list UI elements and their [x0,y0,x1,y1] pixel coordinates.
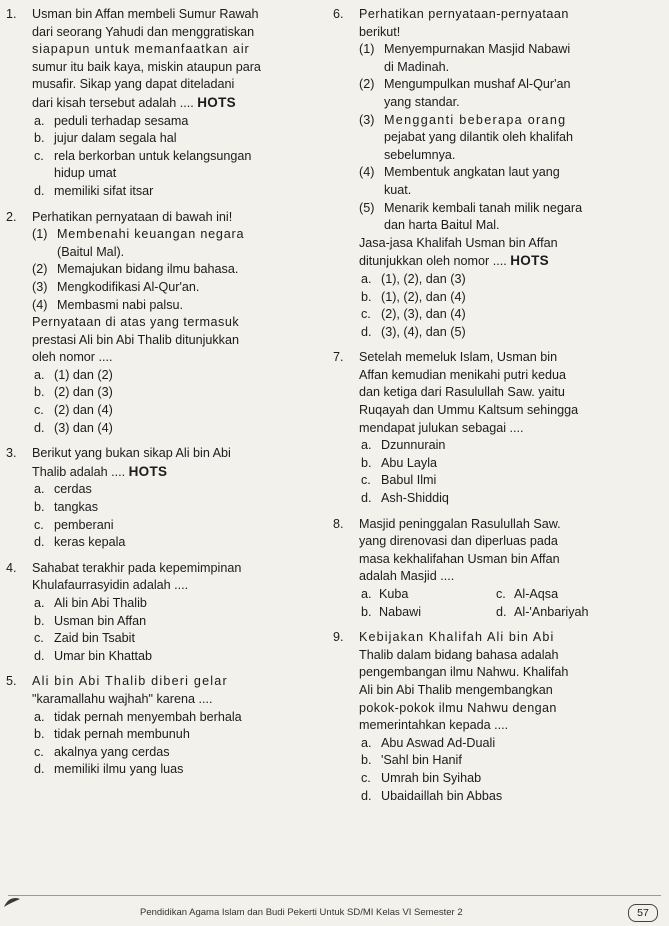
option-b[interactable] [359,752,663,770]
question-stem-line: Khulafaurrasyidin adalah .... [32,578,189,593]
option-b[interactable] [32,613,324,631]
question-stem-line: masa kekhalifahan Usman bin Affan [359,551,560,566]
option-letter: d. [34,648,45,663]
option-letter: a. [361,587,372,601]
option-c[interactable] [32,148,324,183]
option-row [359,586,663,604]
question-stem-line: berikut! [359,24,401,39]
option-letter: c. [361,307,371,322]
question-stem-line: Sahabat terakhir pada kepemimpinan [32,560,242,575]
statement-text: yang standar. [384,94,460,109]
question-number: 8. [333,516,344,531]
option-text: Usman bin Affan [54,613,147,628]
option-letter: a. [34,482,45,497]
question-stem-line: Pernyataan di atas yang termasuk [32,315,240,330]
left-column [6,6,324,779]
option-c[interactable] [32,744,324,762]
leaf-decoration-icon [2,895,22,909]
option-letter: b. [34,131,45,146]
question-stem-line: dari seorang Yahudi dan menggratiskan [32,24,255,39]
statement-text: kuat. [384,182,412,197]
option-b[interactable] [32,499,324,517]
option-letter: a. [361,271,372,286]
statement-4 [32,297,324,315]
option-text: akalnya yang cerdas [54,744,170,759]
option-a[interactable] [32,481,324,499]
statement-number: (2) [359,77,375,92]
option-letter: c. [361,770,371,785]
question-stem-line: oleh nomor .... [32,350,113,365]
option-letter: b. [361,289,372,304]
hots-badge: HOTS [510,253,549,269]
option-b[interactable] [32,130,324,148]
option-text: memiliki ilmu yang luas [54,762,184,777]
question-stem-line: Thalib dalam bidang bahasa adalah [359,647,559,662]
option-c[interactable] [359,770,663,788]
question-number: 4. [6,560,17,575]
option-text: memiliki sifat itsar [54,183,154,198]
question-stem-line: Jasa-jasa Khalifah Usman bin Affan [359,235,558,250]
footer-divider [8,895,661,896]
question-number: 1. [6,7,17,21]
question-stem-line: Setelah memeluk Islam, Usman bin [359,350,558,365]
option-c[interactable] [359,306,663,324]
statement-5 [359,200,663,235]
option-text: Ali bin Abi Thalib [54,596,147,610]
question-stem-line: mendapat julukan sebagai .... [359,420,524,435]
option-letter: c. [34,148,44,163]
question-8 [333,516,663,622]
option-b[interactable] [32,384,324,402]
question-number: 3. [6,446,17,461]
option-letter: a. [34,709,45,724]
statement-number: (4) [32,297,48,312]
question-number: 7. [333,350,344,365]
question-stem-line: Affan kemudian menikahi putri kedua [359,367,566,382]
question-stem-line: yang direnovasi dan diperluas pada [359,534,558,549]
option-text: Dzunnurain [381,438,446,453]
option-letter: c. [34,744,44,759]
option-a[interactable] [32,367,324,385]
statement-4 [359,164,663,199]
option-letter: c. [361,473,371,488]
option-text: (2) dan (4) [54,403,113,418]
option-text: (3), (4), dan (5) [381,324,466,339]
option-text: keras kepala [54,535,126,550]
option-letter: b. [34,613,45,628]
option-letter: d. [34,762,45,777]
footer-book-title: Pendidikan Agama Islam dan Budi Pekerti Untuk SD/MI Kelas VI Semester 2 [140,907,463,918]
question-stem-line: Masjid peninggalan Rasulullah Saw. [359,516,561,531]
option-b[interactable] [359,455,663,473]
option-text: (1), (2), dan (4) [381,289,466,304]
statement-text: Mengkodifikasi Al-Qur'an. [57,279,200,294]
option-d[interactable] [359,788,663,806]
statement-text: pejabat yang dilantik oleh khalifah [384,130,574,145]
option-letter: d. [361,788,372,803]
page-number: 57 [628,904,658,922]
statement-number: (5) [359,200,375,215]
question-stem-line: Kebijakan Khalifah Ali bin Abi [359,630,555,645]
statement-text: Memajukan bidang ilmu bahasa. [57,262,239,277]
question-stem-line: adalah Masjid .... [359,569,455,584]
option-text: Kuba [379,587,409,601]
statement-1 [359,41,663,76]
option-text: hidup umat [54,166,117,181]
statement-text: Mengganti beberapa orang [384,112,567,127]
option-d[interactable] [32,648,324,666]
option-letter: a. [361,735,372,750]
question-stem-line: prestasi Ali bin Abi Thalib ditunjukkan [32,332,239,347]
option-text: Zaid bin Tsabit [54,631,135,646]
option-letter: a. [34,596,45,610]
statement-text: Menarik kembali tanah milik negara [384,200,583,215]
option-text: tangkas [54,500,99,515]
question-stem-line: pokok-pokok ilmu Nahwu dengan [359,700,557,715]
option-letter: b. [361,604,372,619]
question-stem-line: Ali bin Abi Thalib mengembangkan [359,682,553,697]
option-b[interactable] [32,726,324,744]
option-c[interactable] [359,472,663,490]
statement-number: (4) [359,165,375,180]
question-7 [333,349,663,507]
question-4 [6,560,324,666]
question-number: 9. [333,630,344,645]
option-c[interactable] [32,402,324,420]
statement-number: (1) [359,42,375,57]
question-stem-line: dari kisah tersebut adalah .... [32,95,194,110]
option-a[interactable] [32,113,324,131]
option-text: Nabawi [379,604,421,619]
statement-2 [32,261,324,279]
question-number: 5. [6,674,17,689]
option-text: rela berkorban untuk kelangsungan [54,148,252,163]
statement-3 [32,279,324,297]
option-letter: d. [34,535,45,550]
hots-badge: HOTS [128,463,168,479]
question-stem-line: Ali bin Abi Thalib diberi gelar [32,674,228,689]
statement-text: Menyempurnakan Masjid Nabawi [384,42,571,57]
statement-text: Membenahi keuangan negara [57,227,245,242]
question-number: 2. [6,209,17,224]
option-letter: d. [34,420,45,435]
question-stem-line: pengembangan ilmu Nahwu. Khalifah [359,665,569,680]
question-2 [6,209,324,438]
option-d[interactable] [359,490,663,508]
option-text: Abu Aswad Ad-Duali [381,735,496,750]
option-d[interactable] [32,534,324,552]
statement-text: dan harta Baitul Mal. [384,218,500,233]
option-a[interactable] [32,709,324,727]
question-stem-line: memerintahkan kepada .... [359,718,509,733]
option-row [359,604,663,622]
statement-text: Mengumpulkan mushaf Al-Qur'an [384,77,571,92]
option-text: Al-'Anbariyah [514,604,589,619]
option-letter: d. [34,183,45,198]
option-letter: c. [496,587,506,601]
question-1 [6,6,324,201]
statement-1 [32,226,324,261]
page-footer [0,893,669,926]
option-d[interactable] [359,324,663,342]
question-stem-line: siapapun untuk memanfaatkan air [32,42,250,57]
option-text: pemberani [54,517,114,532]
option-text: peduli terhadap sesama [54,113,189,128]
option-letter: a. [361,438,372,453]
option-letter: b. [34,727,45,742]
option-text: (2), (3), dan (4) [381,307,466,322]
option-c[interactable] [32,517,324,535]
option-text: Abu Layla [381,455,438,470]
option-text: (3) dan (4) [54,420,113,435]
option-letter: c. [34,403,44,418]
option-c[interactable] [32,630,324,648]
question-3 [6,445,324,552]
hots-badge: HOTS [197,94,236,110]
option-letter: a. [34,367,45,382]
option-text: jujur dalam segala hal [54,131,177,146]
option-text: 'Sahl bin Hanif [381,753,462,768]
option-a[interactable] [32,595,324,613]
question-stem-line: ditunjukkan oleh nomor .... [359,254,507,269]
option-letter: d. [496,604,507,619]
statement-3 [359,112,663,165]
option-c[interactable] [494,586,629,604]
option-letter: c. [34,517,44,532]
question-number: 6. [333,7,344,21]
option-d[interactable] [32,761,324,779]
question-stem-line: dan ketiga dari Rasulullah Saw. yaitu [359,385,565,400]
option-text: Umrah bin Syihab [381,770,482,785]
question-stem-line: musafir. Sikap yang dapat diteladani [32,77,235,92]
option-text: tidak pernah menyembah berhala [54,709,242,724]
option-letter: d. [361,324,372,339]
question-stem-line: Perhatikan pernyataan-pernyataan [359,7,569,21]
option-letter: a. [34,113,45,128]
option-letter: c. [34,631,44,646]
option-b[interactable] [359,289,663,307]
option-letter: d. [361,491,372,506]
option-text: Babul Ilmi [381,473,437,488]
statement-2 [359,76,663,111]
option-text: Ubaidaillah bin Abbas [381,788,503,803]
option-text: cerdas [54,482,92,497]
statement-number: (3) [32,279,48,294]
question-stem-line: Perhatikan pernyataan di bawah ini! [32,209,233,224]
question-stem-line: sumur itu baik kaya, miskin ataupun para [32,59,261,74]
statement-text: sebelumnya. [384,147,456,162]
statement-text: (Baitul Mal). [57,244,125,259]
option-a[interactable] [359,586,494,604]
question-9 [333,629,663,805]
statement-number: (2) [32,262,48,277]
option-d[interactable] [32,183,324,201]
option-text: (1) dan (2) [54,367,113,382]
option-d[interactable] [494,604,629,622]
option-text: Umar bin Khattab [54,648,153,663]
option-text: tidak pernah membunuh [54,727,190,742]
question-6 [333,6,663,341]
option-a[interactable] [359,271,663,289]
option-text: (2) dan (3) [54,385,113,400]
statement-number: (3) [359,112,375,127]
question-stem-line: "karamallahu wajhah" karena .... [32,691,213,706]
question-stem-line: Berikut yang bukan sikap Ali bin Abi [32,446,231,461]
option-text: Al-Aqsa [514,587,559,601]
statement-text: Membentuk angkatan laut yang [384,165,560,180]
statement-number: (1) [32,227,48,242]
option-b[interactable] [359,604,494,622]
option-text: Ash-Shiddiq [381,491,449,506]
option-a[interactable] [359,735,663,753]
right-column [333,6,663,805]
option-d[interactable] [32,420,324,438]
question-stem-line: Thalib adalah .... [32,464,126,479]
question-stem-line: Ruqayah dan Ummu Kaltsum sehingga [359,403,579,418]
question-stem-line: Usman bin Affan membeli Sumur Rawah [32,7,259,21]
statement-text: Membasmi nabi palsu. [57,297,183,312]
option-letter: b. [34,500,45,515]
option-text: (1), (2), dan (3) [381,271,466,286]
option-letter: b. [361,455,372,470]
option-letter: b. [361,753,372,768]
statement-text: di Madinah. [384,59,450,74]
option-letter: b. [34,385,45,400]
question-5 [6,673,324,779]
option-a[interactable] [359,437,663,455]
